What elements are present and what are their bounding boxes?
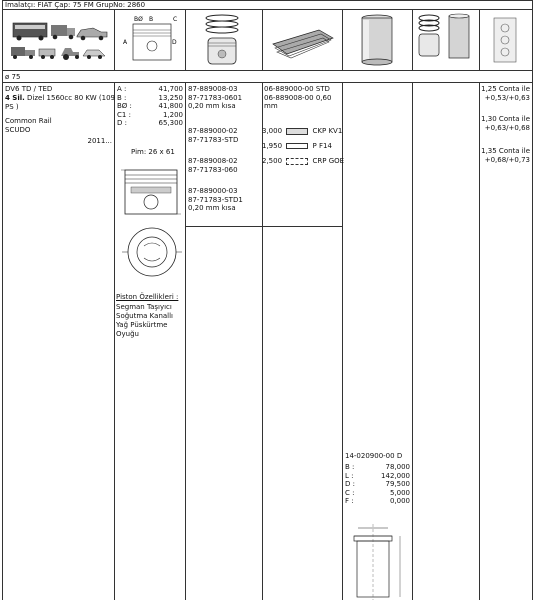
injection-type: Common Rail xyxy=(5,117,52,125)
header-title: İmalatçı: FIAT Çap: 75 FM GrupNo: 2860 xyxy=(5,1,146,9)
liner-dimensions: B : 78,000 L : 142,000 D : 79,500 C : 5,000 F : 0,000 xyxy=(345,463,410,505)
pin-size: Pim: 26 x 61 xyxy=(131,148,175,156)
features-title: Piston Özellikleri : xyxy=(116,293,179,301)
svg-text:C: C xyxy=(173,16,178,23)
feature-item: Soğutma Kanallı xyxy=(116,312,174,320)
piston-entry: 87-889000-03 87-71783-STD1 0,20 mm kısa xyxy=(188,187,243,212)
kit-icon xyxy=(413,10,479,69)
svg-text:BØ: BØ xyxy=(134,16,143,23)
liner-drawing xyxy=(344,520,410,604)
piston-entry: 87-889008-02 87-71783-060 xyxy=(188,157,238,174)
ring-set-icon xyxy=(263,10,342,69)
model-year: 2011... xyxy=(87,137,112,145)
feature-item: Yağ Püskürtme xyxy=(116,321,168,329)
group-diameter: ø 75 xyxy=(5,73,21,81)
cylinder-liner-icon xyxy=(343,10,412,69)
engine-spec: Dizel 1560cc 80 KW (109 xyxy=(27,94,115,102)
svg-text:B: B xyxy=(149,16,154,23)
engine-code: DV6 TD / TED xyxy=(5,85,53,93)
vehicle-types-icon xyxy=(3,10,114,69)
piston-entry: 87-889000-02 87-71783-STD xyxy=(188,127,239,144)
piston-entry: 87-889008-03 87-71783-0601 0,20 mm kısa xyxy=(188,85,243,110)
ring-size-row: 1,950 P F14 xyxy=(262,142,332,150)
gasket-icon xyxy=(480,10,532,69)
piston-photo-icon xyxy=(186,10,262,69)
cylinder-count: 4 Sil. xyxy=(5,94,25,102)
liner-code: 14-020900-00 D xyxy=(345,452,403,460)
piston-side-drawing xyxy=(121,160,181,224)
ring-set-entry: 06-889000-00 STD 06-889008-00 0,60 mm xyxy=(264,85,332,110)
engine-ps: PS ) xyxy=(5,103,19,111)
vehicle-model: SCUDO xyxy=(5,126,31,134)
feature-item: Oyuğu xyxy=(116,330,139,338)
feature-item: Segman Taşıyıcı xyxy=(116,303,172,311)
dimension-table: A : 41,700 B : 13,250 BØ : 41,800 C1 : 1,200 D : 65,300 xyxy=(117,85,183,127)
ring-size-row: 2,500 CRP GOE xyxy=(262,157,345,165)
ring-size-row: 3,000 CKP KV1 xyxy=(262,127,343,135)
gasket-entry: 1,25 Conta ile +0,53/+0,63 xyxy=(481,85,530,102)
piston-dimensions-icon xyxy=(115,10,185,69)
gasket-entry: 1,30 Conta ile +0,63/+0,68 xyxy=(481,115,530,132)
piston-top-drawing xyxy=(122,224,182,284)
svg-text:A: A xyxy=(123,39,128,46)
gasket-entry: 1,35 Conta ile +0,68/+0,73 xyxy=(481,147,530,164)
svg-text:D: D xyxy=(172,39,177,46)
